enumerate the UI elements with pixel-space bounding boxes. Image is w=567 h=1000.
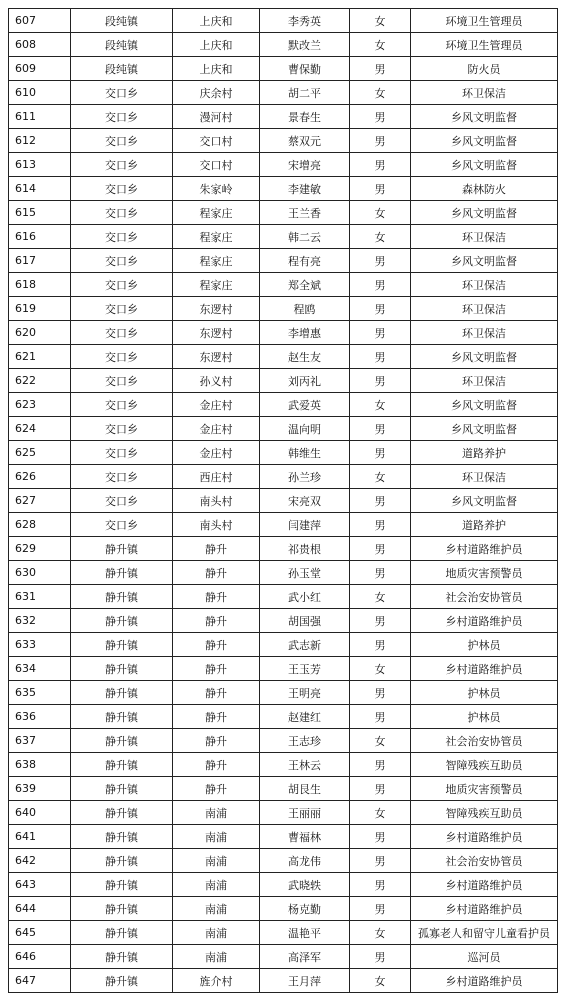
town-cell: 静升镇 [71, 777, 173, 801]
position-cell: 乡村道路维护员 [411, 897, 558, 921]
row-number-cell: 632 [9, 609, 71, 633]
name-cell: 景春生 [260, 105, 350, 129]
town-cell: 段纯镇 [71, 9, 173, 33]
position-cell: 地质灾害预警员 [411, 777, 558, 801]
table-row [9, 489, 558, 513]
name-cell: 高泽军 [260, 945, 350, 969]
table-row [9, 201, 558, 225]
name-cell: 孙兰珍 [260, 465, 350, 489]
name-cell: 祁贵根 [260, 537, 350, 561]
town-cell: 交口乡 [71, 273, 173, 297]
name-cell: 王明亮 [260, 681, 350, 705]
table-row [9, 537, 558, 561]
table-row [9, 873, 558, 897]
gender-cell: 男 [350, 609, 411, 633]
town-cell: 交口乡 [71, 345, 173, 369]
position-cell: 乡风文明监督 [411, 249, 558, 273]
town-cell: 静升镇 [71, 753, 173, 777]
table-row [9, 585, 558, 609]
village-cell: 南浦 [173, 873, 260, 897]
village-cell: 程家庄 [173, 201, 260, 225]
village-cell: 静升 [173, 753, 260, 777]
name-cell: 武晓轶 [260, 873, 350, 897]
town-cell: 交口乡 [71, 465, 173, 489]
position-cell: 地质灾害预警员 [411, 561, 558, 585]
position-cell: 护林员 [411, 705, 558, 729]
table-row [9, 369, 558, 393]
gender-cell: 男 [350, 321, 411, 345]
village-cell: 静升 [173, 609, 260, 633]
position-cell: 社会治安协管员 [411, 585, 558, 609]
position-cell: 环卫保洁 [411, 273, 558, 297]
town-cell: 静升镇 [71, 945, 173, 969]
town-cell: 交口乡 [71, 393, 173, 417]
roster-table [8, 8, 558, 993]
gender-cell: 男 [350, 705, 411, 729]
table-row [9, 9, 558, 33]
village-cell: 静升 [173, 633, 260, 657]
table-row [9, 297, 558, 321]
position-cell: 环卫保洁 [411, 321, 558, 345]
town-cell: 交口乡 [71, 81, 173, 105]
town-cell: 交口乡 [71, 153, 173, 177]
town-cell: 静升镇 [71, 897, 173, 921]
gender-cell: 男 [350, 369, 411, 393]
village-cell: 南浦 [173, 801, 260, 825]
village-cell: 南头村 [173, 513, 260, 537]
row-number-cell: 647 [9, 969, 71, 993]
village-cell: 上庆和 [173, 33, 260, 57]
table-row [9, 705, 558, 729]
gender-cell: 男 [350, 249, 411, 273]
name-cell: 程鸥 [260, 297, 350, 321]
town-cell: 段纯镇 [71, 33, 173, 57]
row-number-cell: 626 [9, 465, 71, 489]
village-cell: 金庄村 [173, 393, 260, 417]
row-number-cell: 629 [9, 537, 71, 561]
name-cell: 闫建萍 [260, 513, 350, 537]
name-cell: 李秀英 [260, 9, 350, 33]
table-row [9, 393, 558, 417]
village-cell: 上庆和 [173, 9, 260, 33]
table-row [9, 513, 558, 537]
town-cell: 交口乡 [71, 321, 173, 345]
town-cell: 段纯镇 [71, 57, 173, 81]
gender-cell: 男 [350, 825, 411, 849]
gender-cell: 女 [350, 201, 411, 225]
table-row [9, 417, 558, 441]
gender-cell: 男 [350, 897, 411, 921]
gender-cell: 男 [350, 273, 411, 297]
name-cell: 王玉芳 [260, 657, 350, 681]
name-cell: 杨克勤 [260, 897, 350, 921]
position-cell: 乡村道路维护员 [411, 825, 558, 849]
row-number-cell: 631 [9, 585, 71, 609]
village-cell: 东逻村 [173, 321, 260, 345]
gender-cell: 男 [350, 945, 411, 969]
name-cell: 王兰香 [260, 201, 350, 225]
gender-cell: 男 [350, 537, 411, 561]
gender-cell: 男 [350, 849, 411, 873]
row-number-cell: 634 [9, 657, 71, 681]
row-number-cell: 615 [9, 201, 71, 225]
position-cell: 智障残疾互助员 [411, 753, 558, 777]
table-row [9, 225, 558, 249]
row-number-cell: 624 [9, 417, 71, 441]
town-cell: 交口乡 [71, 225, 173, 249]
name-cell: 王林云 [260, 753, 350, 777]
table-row [9, 609, 558, 633]
gender-cell: 女 [350, 33, 411, 57]
village-cell: 静升 [173, 777, 260, 801]
gender-cell: 男 [350, 681, 411, 705]
village-cell: 金庄村 [173, 441, 260, 465]
table-row [9, 273, 558, 297]
town-cell: 交口乡 [71, 417, 173, 441]
name-cell: 武志新 [260, 633, 350, 657]
position-cell: 乡村道路维护员 [411, 609, 558, 633]
name-cell: 武小红 [260, 585, 350, 609]
position-cell: 护林员 [411, 633, 558, 657]
gender-cell: 男 [350, 753, 411, 777]
position-cell: 孤寡老人和留守儿童看护员 [411, 921, 558, 945]
row-number-cell: 630 [9, 561, 71, 585]
row-number-cell: 635 [9, 681, 71, 705]
town-cell: 交口乡 [71, 105, 173, 129]
gender-cell: 女 [350, 465, 411, 489]
position-cell: 森林防火 [411, 177, 558, 201]
name-cell: 胡二平 [260, 81, 350, 105]
position-cell: 乡风文明监督 [411, 393, 558, 417]
town-cell: 交口乡 [71, 249, 173, 273]
table-row [9, 81, 558, 105]
position-cell: 环卫保洁 [411, 369, 558, 393]
town-cell: 交口乡 [71, 369, 173, 393]
village-cell: 南浦 [173, 945, 260, 969]
name-cell: 温向明 [260, 417, 350, 441]
table-row [9, 777, 558, 801]
name-cell: 宋增亮 [260, 153, 350, 177]
position-cell: 乡村道路维护员 [411, 873, 558, 897]
row-number-cell: 641 [9, 825, 71, 849]
table-row [9, 57, 558, 81]
position-cell: 乡村道路维护员 [411, 657, 558, 681]
village-cell: 东逻村 [173, 345, 260, 369]
name-cell: 武爱英 [260, 393, 350, 417]
row-number-cell: 633 [9, 633, 71, 657]
position-cell: 巡河员 [411, 945, 558, 969]
table-row [9, 321, 558, 345]
village-cell: 交口村 [173, 153, 260, 177]
position-cell: 护林员 [411, 681, 558, 705]
village-cell: 交口村 [173, 129, 260, 153]
row-number-cell: 613 [9, 153, 71, 177]
table-row [9, 753, 558, 777]
town-cell: 交口乡 [71, 201, 173, 225]
name-cell: 孙玉堂 [260, 561, 350, 585]
table-row [9, 633, 558, 657]
village-cell: 静升 [173, 681, 260, 705]
name-cell: 胡国强 [260, 609, 350, 633]
name-cell: 高龙伟 [260, 849, 350, 873]
row-number-cell: 646 [9, 945, 71, 969]
village-cell: 静升 [173, 705, 260, 729]
position-cell: 道路养护 [411, 513, 558, 537]
gender-cell: 男 [350, 153, 411, 177]
row-number-cell: 643 [9, 873, 71, 897]
table-row [9, 105, 558, 129]
row-number-cell: 637 [9, 729, 71, 753]
table-row [9, 465, 558, 489]
gender-cell: 女 [350, 657, 411, 681]
town-cell: 静升镇 [71, 633, 173, 657]
village-cell: 孙义村 [173, 369, 260, 393]
gender-cell: 男 [350, 345, 411, 369]
position-cell: 乡风文明监督 [411, 201, 558, 225]
gender-cell: 女 [350, 393, 411, 417]
name-cell: 胡艮生 [260, 777, 350, 801]
table-row [9, 897, 558, 921]
position-cell: 乡风文明监督 [411, 417, 558, 441]
village-cell: 程家庄 [173, 225, 260, 249]
village-cell: 旌介村 [173, 969, 260, 993]
village-cell: 金庄村 [173, 417, 260, 441]
table-row [9, 969, 558, 993]
row-number-cell: 609 [9, 57, 71, 81]
position-cell: 道路养护 [411, 441, 558, 465]
position-cell: 智障残疾互助员 [411, 801, 558, 825]
table-row [9, 801, 558, 825]
village-cell: 南浦 [173, 825, 260, 849]
position-cell: 乡风文明监督 [411, 345, 558, 369]
gender-cell: 男 [350, 297, 411, 321]
row-number-cell: 642 [9, 849, 71, 873]
position-cell: 环卫保洁 [411, 81, 558, 105]
village-cell: 静升 [173, 729, 260, 753]
name-cell: 赵建红 [260, 705, 350, 729]
table-row [9, 33, 558, 57]
row-number-cell: 612 [9, 129, 71, 153]
gender-cell: 女 [350, 225, 411, 249]
village-cell: 南浦 [173, 849, 260, 873]
village-cell: 南头村 [173, 489, 260, 513]
village-cell: 静升 [173, 657, 260, 681]
town-cell: 静升镇 [71, 729, 173, 753]
row-number-cell: 621 [9, 345, 71, 369]
table-body [9, 9, 558, 993]
name-cell: 曹福林 [260, 825, 350, 849]
gender-cell: 女 [350, 729, 411, 753]
table-row [9, 945, 558, 969]
town-cell: 静升镇 [71, 873, 173, 897]
gender-cell: 男 [350, 57, 411, 81]
position-cell: 乡风文明监督 [411, 153, 558, 177]
table-row [9, 729, 558, 753]
name-cell: 王月萍 [260, 969, 350, 993]
gender-cell: 男 [350, 489, 411, 513]
village-cell: 南浦 [173, 897, 260, 921]
town-cell: 静升镇 [71, 921, 173, 945]
village-cell: 程家庄 [173, 273, 260, 297]
row-number-cell: 607 [9, 9, 71, 33]
table-row [9, 345, 558, 369]
gender-cell: 男 [350, 561, 411, 585]
gender-cell: 女 [350, 9, 411, 33]
table-row [9, 849, 558, 873]
name-cell: 韩维生 [260, 441, 350, 465]
gender-cell: 女 [350, 585, 411, 609]
gender-cell: 男 [350, 633, 411, 657]
row-number-cell: 627 [9, 489, 71, 513]
table-row [9, 153, 558, 177]
village-cell: 上庆和 [173, 57, 260, 81]
gender-cell: 女 [350, 921, 411, 945]
row-number-cell: 625 [9, 441, 71, 465]
table-row [9, 177, 558, 201]
position-cell: 乡村道路维护员 [411, 969, 558, 993]
table-row [9, 441, 558, 465]
gender-cell: 男 [350, 417, 411, 441]
town-cell: 交口乡 [71, 513, 173, 537]
name-cell: 赵生友 [260, 345, 350, 369]
village-cell: 静升 [173, 537, 260, 561]
gender-cell: 男 [350, 129, 411, 153]
row-number-cell: 640 [9, 801, 71, 825]
gender-cell: 男 [350, 513, 411, 537]
name-cell: 刘丙礼 [260, 369, 350, 393]
position-cell: 社会治安协管员 [411, 729, 558, 753]
table-row [9, 657, 558, 681]
town-cell: 静升镇 [71, 657, 173, 681]
village-cell: 漫河村 [173, 105, 260, 129]
town-cell: 静升镇 [71, 537, 173, 561]
town-cell: 静升镇 [71, 849, 173, 873]
gender-cell: 男 [350, 441, 411, 465]
town-cell: 静升镇 [71, 585, 173, 609]
gender-cell: 男 [350, 777, 411, 801]
row-number-cell: 611 [9, 105, 71, 129]
name-cell: 曹保勤 [260, 57, 350, 81]
name-cell: 李增惠 [260, 321, 350, 345]
table-row [9, 561, 558, 585]
position-cell: 乡村道路维护员 [411, 537, 558, 561]
row-number-cell: 636 [9, 705, 71, 729]
table-row [9, 681, 558, 705]
gender-cell: 女 [350, 801, 411, 825]
row-number-cell: 622 [9, 369, 71, 393]
town-cell: 交口乡 [71, 129, 173, 153]
name-cell: 宋亮双 [260, 489, 350, 513]
name-cell: 郑全斌 [260, 273, 350, 297]
town-cell: 静升镇 [71, 705, 173, 729]
row-number-cell: 614 [9, 177, 71, 201]
town-cell: 交口乡 [71, 297, 173, 321]
name-cell: 王丽丽 [260, 801, 350, 825]
town-cell: 交口乡 [71, 177, 173, 201]
gender-cell: 女 [350, 969, 411, 993]
row-number-cell: 645 [9, 921, 71, 945]
table-row [9, 249, 558, 273]
position-cell: 乡风文明监督 [411, 129, 558, 153]
village-cell: 东逻村 [173, 297, 260, 321]
row-number-cell: 618 [9, 273, 71, 297]
position-cell: 防火员 [411, 57, 558, 81]
position-cell: 乡风文明监督 [411, 489, 558, 513]
row-number-cell: 620 [9, 321, 71, 345]
town-cell: 静升镇 [71, 609, 173, 633]
row-number-cell: 619 [9, 297, 71, 321]
position-cell: 环卫保洁 [411, 225, 558, 249]
row-number-cell: 644 [9, 897, 71, 921]
village-cell: 西庄村 [173, 465, 260, 489]
village-cell: 朱家岭 [173, 177, 260, 201]
name-cell: 李建敏 [260, 177, 350, 201]
table-row [9, 825, 558, 849]
village-cell: 南浦 [173, 921, 260, 945]
position-cell: 乡风文明监督 [411, 105, 558, 129]
town-cell: 静升镇 [71, 825, 173, 849]
name-cell: 韩二云 [260, 225, 350, 249]
position-cell: 环卫保洁 [411, 465, 558, 489]
name-cell: 温艳平 [260, 921, 350, 945]
village-cell: 庆余村 [173, 81, 260, 105]
position-cell: 环境卫生管理员 [411, 9, 558, 33]
row-number-cell: 616 [9, 225, 71, 249]
name-cell: 王志珍 [260, 729, 350, 753]
row-number-cell: 608 [9, 33, 71, 57]
village-cell: 程家庄 [173, 249, 260, 273]
town-cell: 交口乡 [71, 489, 173, 513]
row-number-cell: 638 [9, 753, 71, 777]
name-cell: 默改兰 [260, 33, 350, 57]
gender-cell: 男 [350, 177, 411, 201]
table-row [9, 921, 558, 945]
row-number-cell: 639 [9, 777, 71, 801]
position-cell: 环卫保洁 [411, 297, 558, 321]
row-number-cell: 623 [9, 393, 71, 417]
town-cell: 静升镇 [71, 681, 173, 705]
name-cell: 程有亮 [260, 249, 350, 273]
gender-cell: 男 [350, 105, 411, 129]
gender-cell: 女 [350, 81, 411, 105]
row-number-cell: 617 [9, 249, 71, 273]
row-number-cell: 628 [9, 513, 71, 537]
position-cell: 环境卫生管理员 [411, 33, 558, 57]
town-cell: 静升镇 [71, 561, 173, 585]
position-cell: 社会治安协管员 [411, 849, 558, 873]
table-row [9, 129, 558, 153]
village-cell: 静升 [173, 585, 260, 609]
town-cell: 交口乡 [71, 441, 173, 465]
village-cell: 静升 [173, 561, 260, 585]
name-cell: 蔡双元 [260, 129, 350, 153]
gender-cell: 男 [350, 873, 411, 897]
row-number-cell: 610 [9, 81, 71, 105]
town-cell: 静升镇 [71, 801, 173, 825]
town-cell: 静升镇 [71, 969, 173, 993]
